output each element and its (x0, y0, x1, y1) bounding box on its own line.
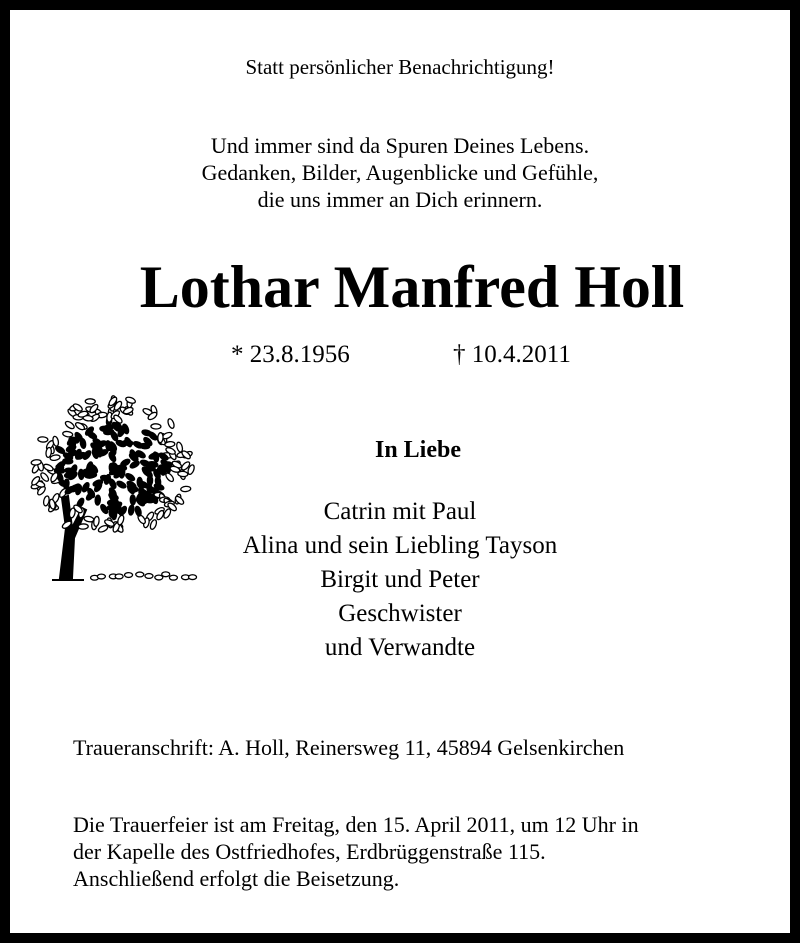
tree-leaf (64, 420, 75, 430)
poem-line: Und immer sind da Spuren Deines Lebens. (210, 133, 590, 158)
tree-leaf (125, 472, 136, 482)
death-date: † 10.4.2011 (453, 341, 571, 368)
mourner-line: Birgit und Peter (320, 566, 480, 593)
mourner-line: Geschwister (338, 600, 462, 627)
tree-leaf (85, 399, 95, 404)
tree-leaf (141, 429, 152, 437)
poem-line: die uns immer an Dich erinnern. (257, 187, 543, 212)
tree-leaf (116, 480, 127, 489)
tree-leaf (78, 469, 84, 479)
tree-leaf (160, 465, 166, 476)
ceremony-line: Anschließend erfolgt die Beisetzung. (73, 866, 400, 891)
ceremony-line: Die Trauerfeier ist am Freitag, den 15. April 2011, um 12 Uhr in (73, 812, 639, 837)
deceased-name: Lothar Manfred Holl (139, 254, 685, 320)
ceremony-line: der Kapelle des Ostfriedhofes, Erdbrüggenstraße 115. (73, 839, 546, 864)
birth-date: * 23.8.1956 (231, 341, 350, 368)
tree-leaf (167, 418, 175, 429)
tree-leaf (74, 421, 85, 431)
poem-line: Gedanken, Bilder, Augenblicke und Gefühle, (201, 160, 599, 185)
mourner-line: und Verwandte (324, 634, 476, 661)
mourner-line: Alina und sein Liebling Tayson (242, 532, 558, 559)
tree-leaf (43, 463, 54, 472)
in-love-heading: In Liebe (374, 437, 461, 463)
tree-leaf (100, 426, 110, 432)
header-text: Statt persönlicher Benachrichtigung! (245, 55, 555, 79)
mourner-line: Catrin mit Paul (323, 498, 477, 525)
tree-leaf (151, 424, 161, 429)
tree-leaf (178, 471, 188, 477)
mourning-address: Traueranschrift: A. Holl, Reinersweg 11, 45894 Gelsenkirchen (73, 735, 625, 760)
tree-leaf (180, 486, 190, 492)
